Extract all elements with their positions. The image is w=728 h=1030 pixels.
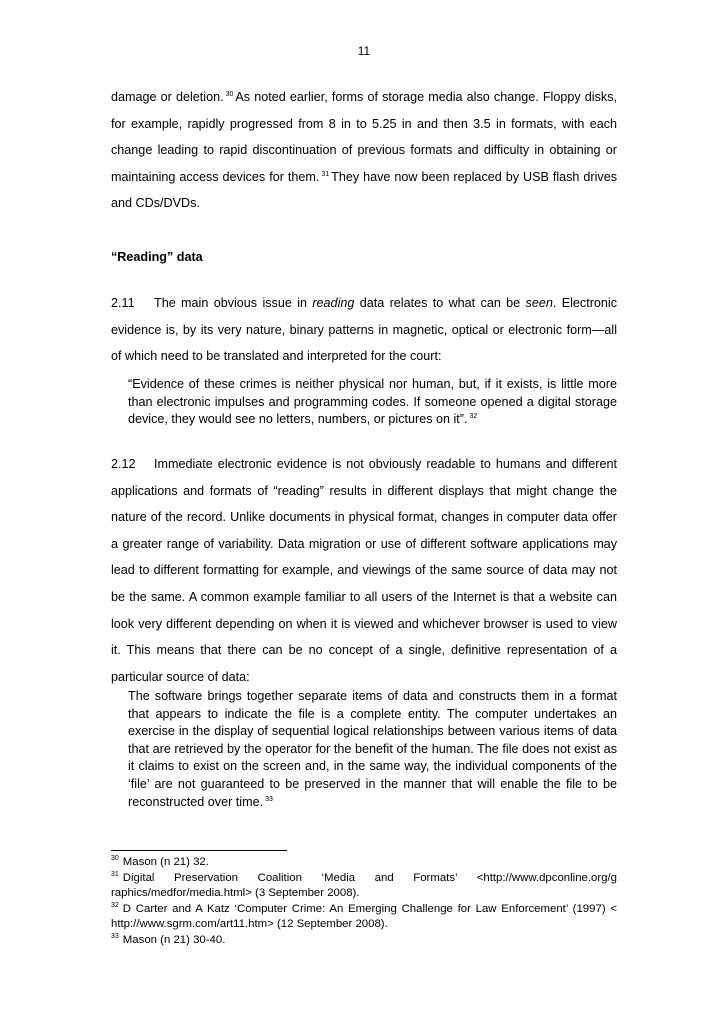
footnote-text: Mason (n 21) 30-40.: [122, 933, 226, 946]
footnotes: [111, 855, 617, 949]
para-212-text: Immediate electronic evidence is not obviously readable to humans and different applications and formats of “reading” results in different displays that might change the nature of the record. Unlike documents in physical format, changes in computer data offer a greater range of variability. Data migration or use of different software applications may lead to different formatting for example, and viewings of the same source of data may not be the same. A common example familiar to all users of the Internet is that a website can look very different depending on when it is viewed and whichever browser is used to view it. This means that there can be no concept of a single, definitive representation of a particular source of data:: [111, 457, 617, 684]
paragraph-2-12: [111, 451, 617, 690]
footnote-ref-33[interactable]: 33: [265, 795, 273, 803]
footnote-32: [111, 902, 617, 933]
footnote-ref-32[interactable]: 32: [469, 413, 478, 421]
opening-text-3: They have now been replaced by USB flash drives and CDs/DVDs.: [111, 169, 617, 211]
footnote-text[interactable]: Digital Preservation Coalition ‘Media and Formats’ <http://www.dpconline.org/g raphics/medfor/media.html> (3 September 2008).: [111, 871, 617, 900]
footnote-30: [111, 855, 617, 871]
para-211-emphasis-reading: reading: [312, 296, 355, 310]
paragraph-2-11: [111, 290, 617, 370]
footnote-number: 30: [111, 855, 119, 862]
page-number: 11: [357, 44, 371, 58]
para-211-text-1: The main obvious issue in: [154, 296, 313, 310]
quote-2-text: The software brings together separate items of data and constructs them in a format that appears to indicate the file is a complete entity. The computer undertakes an exercise in the display of sequential logical relationships between various items of data that are retrieved by the operator for the benefit of the human. The file does not exist as it claims to exist on the screen and, in the same way, the individual components of the ‘file’ are not guaranteed to be preserved in the manner that will enable the file to be reconstructed over time.: [128, 689, 617, 809]
para-211-text-3: . Electronic evidence is, by its very nature, binary patterns in magnetic, optical or electronic form—all of which need to be translated and interpreted for the court:: [111, 296, 618, 364]
opening-text-2: As noted earlier, forms of storage media also change. Floppy disks, for example, rapidly progressed from 8 in to 5.25 in and then 3.5 in formats, with each change leading to rapid discontinuation of previous formats and difficulty in obtaining or maintaining access devices for them.: [111, 90, 617, 184]
block-quote-1: [128, 376, 617, 429]
block-quote-2: [128, 688, 617, 811]
para-211-emphasis-seen: seen: [525, 296, 553, 310]
opening-paragraph: [111, 84, 617, 217]
paragraph-number: 2.12: [111, 457, 136, 471]
footnote-number: 33: [111, 932, 119, 940]
footnote-ref-30[interactable]: 30: [225, 91, 234, 98]
footnote-ref-31[interactable]: 31: [321, 170, 330, 178]
footnote-number: 31: [111, 870, 119, 878]
quote-1-text: “Evidence of these crimes is neither physical nor human, but, if it exists, is little more than electronic impulses and programming codes. If someone opened a digital storage device, they would see no letters, numbers, or pictures on it”.: [128, 377, 617, 427]
footnote-divider: [111, 850, 287, 851]
opening-text-1: damage or deletion.: [111, 90, 224, 104]
para-211-text-2: data relates to what can be: [354, 296, 526, 310]
footnote-31: [111, 871, 617, 902]
section-heading: “Reading” data: [111, 250, 203, 264]
footnote-text[interactable]: D Carter and A Katz ‘Computer Crime: An Emerging Challenge for Law Enforcement’ (1997) < http://www.sgrm.com/art11.htm> (12 September 2008).: [111, 902, 617, 931]
footnote-text: Mason (n 21) 32.: [122, 856, 209, 868]
footnote-number: 32: [111, 901, 119, 909]
footnote-33: [111, 933, 617, 949]
paragraph-number: 2.11: [111, 296, 135, 310]
